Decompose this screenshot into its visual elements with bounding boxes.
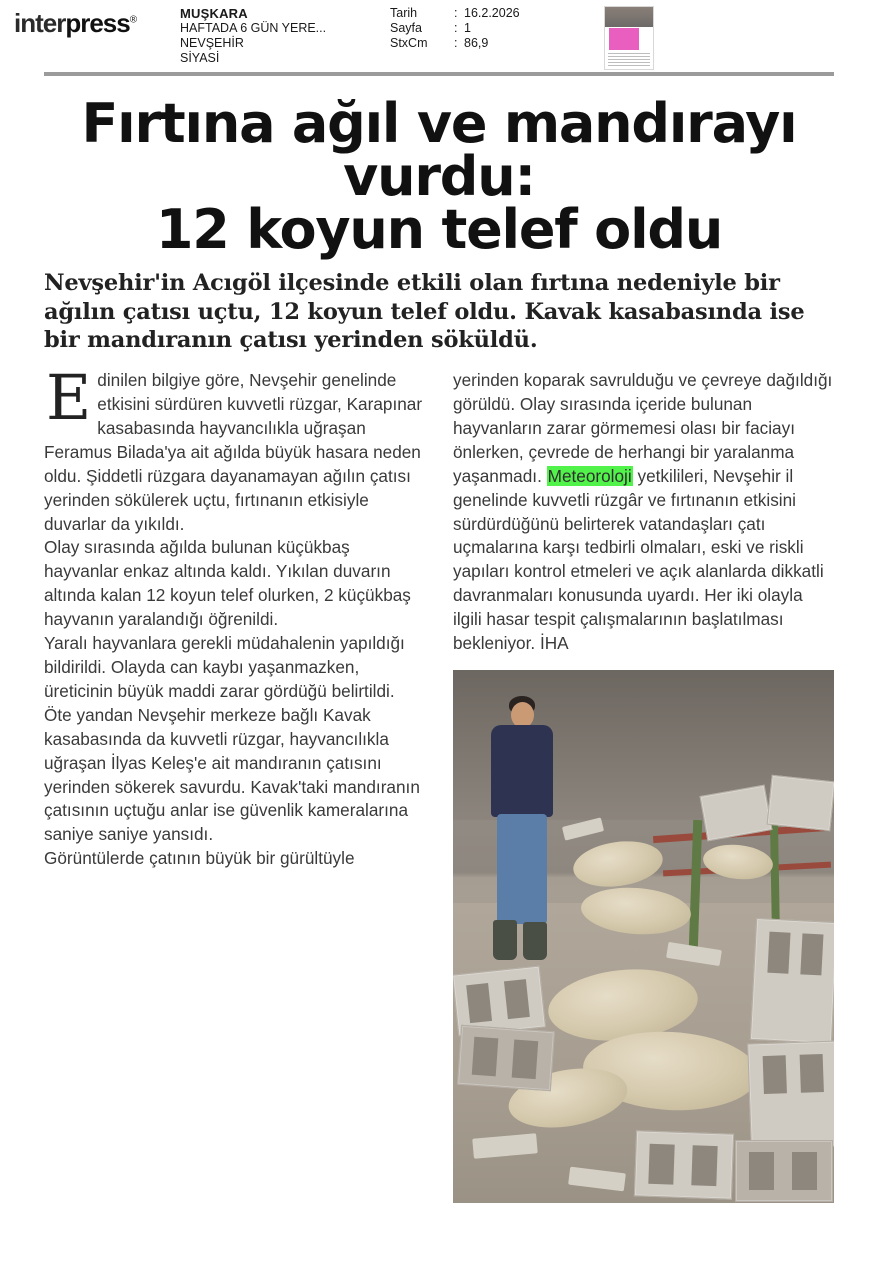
logo-registered-mark: ® bbox=[129, 14, 137, 26]
source-info bbox=[180, 6, 380, 66]
photo-concrete-block bbox=[750, 918, 834, 1044]
logo-text-part2: press bbox=[65, 8, 130, 38]
source-category: SİYASİ bbox=[180, 50, 220, 65]
headline-line-2: 12 koyun telef oldu bbox=[155, 197, 723, 261]
meta-row bbox=[390, 21, 580, 36]
page-thumbnail-wrap bbox=[604, 6, 658, 70]
block-hole bbox=[749, 1152, 774, 1190]
article-standfirst: Nevşehir'in Acıgöl ilçesinde etkili olan fırtına nedeniyle bir ağılın çatısı uçtu, 12 koyun telef oldu. Kavak kasabasında ise bir mandıranın çatısı yerinden söküldü. bbox=[44, 269, 805, 354]
thumbnail-photo-area bbox=[605, 7, 653, 27]
article bbox=[0, 92, 878, 1203]
paragraph-text-before-highlight: yerinden koparak savrulduğu ve çevreye dağıldığı görüldü. Olay sırasında içeride bulunan hayvanların zarar görmemesi olası bir faciayı önlerken, çevrede de herhangi bir yaralanma yaşanmadı. bbox=[453, 370, 833, 486]
block-hole bbox=[763, 1056, 787, 1094]
meta-colon: : bbox=[454, 35, 458, 50]
clipping-metadata bbox=[390, 6, 580, 50]
page-thumbnail bbox=[604, 6, 654, 70]
block-hole bbox=[504, 979, 530, 1020]
photo-concrete-block bbox=[735, 1140, 833, 1202]
meta-colon: : bbox=[454, 20, 458, 35]
paragraph-text-after-highlight: yetkilileri, Nevşehir il genelinde kuvvetli rüzgâr ve fırtınanın etkisini sürdürdüğünü belirterek vatandaşları çatı uçmalarına karşı tedbirli olmaları, eski ve riskli yapıları kontrol etmeleri ve açık alanlarda dikkatli davranmaları konusunda uyardı. Her iki olayla ilgili hasar tespit çalışmalarının başlatılması bekleniyor. İHA bbox=[453, 465, 824, 654]
photo-person-boot bbox=[523, 922, 547, 960]
block-hole bbox=[649, 1143, 675, 1185]
block-hole bbox=[801, 933, 824, 975]
article-column-left bbox=[44, 361, 425, 1203]
source-periodicity: HAFTADA 6 GÜN YERE... bbox=[180, 21, 327, 36]
drop-cap: E bbox=[46, 361, 92, 435]
article-photo bbox=[453, 670, 834, 1203]
photo-person-boot bbox=[493, 920, 517, 960]
block-hole bbox=[466, 983, 492, 1024]
thumbnail-color-block bbox=[609, 28, 639, 50]
block-hole bbox=[800, 1054, 824, 1092]
block-hole bbox=[792, 1152, 817, 1190]
article-columns bbox=[44, 361, 834, 1203]
block-hole bbox=[512, 1040, 538, 1079]
block-hole bbox=[767, 932, 790, 974]
meta-row bbox=[390, 36, 580, 51]
paragraph bbox=[44, 361, 425, 536]
paragraph: Öte yandan Nevşehir merkeze bağlı Kavak kasabasında da kuvvetli rüzgar, hayvancılıkla uğraşan İlyas Keleş'e ait mandıranın çatısını yerinden sökerek savurdu. Kavak'taki mandıranın çatısının uçtuğu anlar ise güvenlik kameralarına saniye saniye yansıdı. bbox=[44, 704, 420, 845]
meta-value-page: 1 bbox=[464, 20, 471, 35]
photo-person-torso bbox=[491, 725, 553, 817]
meta-label-page: Sayfa bbox=[390, 20, 422, 35]
article-column-right bbox=[453, 369, 834, 1203]
meta-row bbox=[390, 6, 580, 21]
header-divider bbox=[44, 72, 834, 76]
source-city: NEVŞEHİR bbox=[180, 36, 244, 51]
photo-concrete-block bbox=[457, 1025, 555, 1091]
meta-value-stxcm: 86,9 bbox=[464, 35, 489, 50]
logo-text-part1: inter bbox=[14, 8, 66, 38]
paragraph-text: dinilen bilgiye göre, Nevşehir genelinde etkisini sürdüren kuvvetli rüzgar, Karapınar kasabasında hayvancılıkla uğraşan Feramus Bilada'ya ait ağılda büyük hasara neden oldu. Şiddetli rüzgara dayanamayan ağılın çatısı yerinden sökülerek uçtu, fırtınanın etkisiyle duvarlar da yıkıldı. bbox=[44, 370, 423, 534]
body-text-right bbox=[453, 369, 834, 656]
photo-concrete-block bbox=[747, 1040, 834, 1149]
highlighted-term: Meteoroloji bbox=[547, 465, 632, 486]
thumbnail-text-lines bbox=[608, 53, 650, 66]
meta-value-date: 16.2.2026 bbox=[464, 6, 520, 20]
paragraph: Yaralı hayvanlara gerekli müdahalenin yapıldığı bildirildi. Olayda can kaybı yaşanmazken, üreticinin büyük maddi zarar gördüğü belirtildi. bbox=[44, 633, 405, 701]
block-hole bbox=[472, 1037, 498, 1076]
photo-person-legs bbox=[497, 814, 547, 924]
photo-concrete-block bbox=[767, 775, 834, 831]
block-hole bbox=[691, 1145, 717, 1187]
meta-label-date: Tarih bbox=[390, 6, 418, 20]
photo-concrete-block bbox=[634, 1130, 734, 1199]
meta-label-stxcm: StxCm bbox=[390, 35, 428, 50]
source-name: MUŞKARA bbox=[180, 6, 248, 21]
headline-line-1: Fırtına ağıl ve mandırayı vurdu: bbox=[81, 92, 797, 208]
paragraph: Olay sırasında ağılda bulunan küçükbaş hayvanlar enkaz altında kaldı. Yıkılan duvarın altında kalan 12 koyun telef olurken, 2 küçükbaş hayvanın yaralandığı öğrenildi. bbox=[44, 537, 411, 630]
meta-colon: : bbox=[454, 6, 458, 20]
body-text-left bbox=[44, 361, 425, 871]
clipping-header bbox=[0, 0, 878, 66]
page-title bbox=[44, 92, 834, 261]
paragraph: Görüntülerde çatının büyük bir gürültüyle bbox=[44, 848, 355, 869]
paragraph bbox=[453, 369, 834, 656]
interpress-logo bbox=[14, 6, 137, 38]
